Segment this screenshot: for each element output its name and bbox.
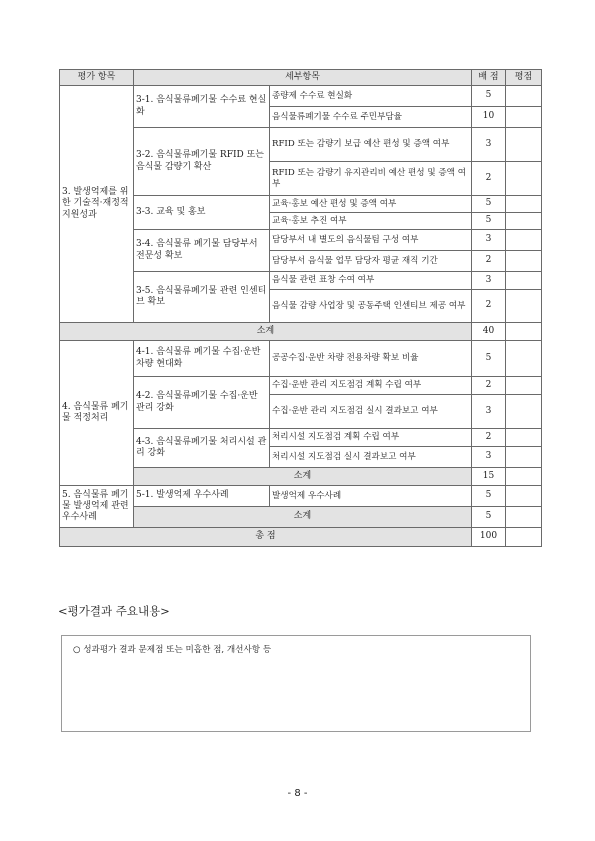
detail-3-5-2: 음식물 감량 사업장 및 공동주택 인센티브 제공 여부 (270, 290, 472, 323)
score-cell[interactable] (506, 486, 542, 507)
subitem-3-5: 3-5. 음식물류폐기물 관련 인센티브 확보 (134, 272, 270, 323)
subitem-3-4: 3-4. 음식물류 폐기물 담당부서 전문성 확보 (134, 230, 270, 272)
score-cell[interactable] (506, 230, 542, 251)
score-cell[interactable] (506, 107, 542, 128)
section-title: <평가결과 주요내용> (58, 604, 170, 618)
page-number: - 8 - (287, 788, 308, 799)
score-cell[interactable] (506, 429, 542, 447)
subtotal-4-label: 소계 (134, 468, 472, 486)
score-cell[interactable] (506, 290, 542, 323)
evaluation-table (59, 69, 542, 547)
score-cell[interactable] (506, 528, 542, 547)
category-3-label: 3. 발생억제를 위한 기술적·재정적 지원성과 (60, 86, 134, 323)
subtotal-3-points: 40 (472, 323, 506, 341)
detail-5-1-1: 발생억제 우수사례 (270, 486, 472, 507)
points-4-3-2: 3 (472, 447, 506, 468)
header-score: 평점 (506, 70, 542, 86)
points-3-5-1: 3 (472, 272, 506, 290)
subitem-3-2: 3-2. 음식물류폐기물 RFID 또는 음식물 감량기 확산 (134, 128, 270, 196)
header-detail: 세부항목 (134, 70, 472, 86)
points-3-2-1: 3 (472, 128, 506, 162)
circle-bullet-icon: ○ (73, 645, 81, 655)
points-3-3-1: 5 (472, 196, 506, 213)
points-3-1-2: 10 (472, 107, 506, 128)
detail-3-1-2: 음식물류폐기물 수수료 주민부담율 (270, 107, 472, 128)
points-4-3-1: 2 (472, 429, 506, 447)
result-box[interactable] (61, 635, 531, 732)
score-cell[interactable] (506, 395, 542, 429)
subitem-3-1: 3-1. 음식물류폐기물 수수료 현실화 (134, 86, 270, 128)
subtotal-3-label: 소계 (60, 323, 472, 341)
score-cell[interactable] (506, 507, 542, 528)
header-category: 평가 항목 (60, 70, 134, 86)
score-cell[interactable] (506, 162, 542, 196)
points-3-4-2: 2 (472, 251, 506, 272)
total-points: 100 (472, 528, 506, 547)
result-box-text (73, 643, 530, 655)
detail-3-4-1: 담당부서 내 별도의 음식물팀 구성 여부 (270, 230, 472, 251)
detail-3-2-1: RFID 또는 감량기 보급 예산 편성 및 증액 여부 (270, 128, 472, 162)
subitem-4-3: 4-3. 음식물류폐기물 처리시설 관리 강화 (134, 429, 270, 468)
points-3-2-2: 2 (472, 162, 506, 196)
score-cell[interactable] (506, 86, 542, 107)
detail-3-3-2: 교육·홍보 추진 여부 (270, 213, 472, 230)
detail-4-2-2: 수집·운반 관리 지도점검 실시 결과보고 여부 (270, 395, 472, 429)
header-points: 배 점 (472, 70, 506, 86)
detail-3-4-2: 담당부서 음식물 업무 담당자 평균 재직 기간 (270, 251, 472, 272)
points-5-1-1: 5 (472, 486, 506, 507)
subtotal-5-points: 5 (472, 507, 506, 528)
points-4-1-1: 5 (472, 341, 506, 377)
points-3-5-2: 2 (472, 290, 506, 323)
subtotal-4-points: 15 (472, 468, 506, 486)
result-box-label: 성과평가 결과 문제점 또는 미흡한 점, 개선사항 등 (83, 645, 272, 655)
total-label: 총 점 (60, 528, 472, 547)
score-cell[interactable] (506, 251, 542, 272)
subitem-4-2: 4-2. 음식물류폐기물 수집·운반 관리 강화 (134, 377, 270, 429)
category-5-label: 5. 음식물류 폐기물 발생억제 관련 우수사례 (60, 486, 134, 528)
score-cell[interactable] (506, 377, 542, 395)
detail-4-3-1: 처리시설 지도점검 계획 수립 여부 (270, 429, 472, 447)
points-3-1-1: 5 (472, 86, 506, 107)
score-cell[interactable] (506, 196, 542, 213)
score-cell[interactable] (506, 272, 542, 290)
score-cell[interactable] (506, 323, 542, 341)
score-cell[interactable] (506, 447, 542, 468)
subitem-4-1: 4-1. 음식물류 폐기물 수집·운반차량 현대화 (134, 341, 270, 377)
points-3-4-1: 3 (472, 230, 506, 251)
score-cell[interactable] (506, 213, 542, 230)
detail-3-1-1: 종량제 수수료 현실화 (270, 86, 472, 107)
score-cell[interactable] (506, 128, 542, 162)
detail-3-2-2: RFID 또는 감량기 유지관리비 예산 편성 및 증액 여부 (270, 162, 472, 196)
subitem-5-1: 5-1. 발생억제 우수사례 (134, 486, 270, 507)
subitem-3-3: 3-3. 교육 및 홍보 (134, 196, 270, 230)
category-4-label: 4. 음식물류 폐기물 적정처리 (60, 341, 134, 486)
points-4-2-2: 3 (472, 395, 506, 429)
detail-4-1-1: 공공수집·운반 차량 전용차량 확보 비율 (270, 341, 472, 377)
detail-3-3-1: 교육·홍보 예산 편성 및 증액 여부 (270, 196, 472, 213)
points-4-2-1: 2 (472, 377, 506, 395)
subtotal-5-label: 소계 (134, 507, 472, 528)
score-cell[interactable] (506, 341, 542, 377)
detail-4-2-1: 수집·운반 관리 지도점검 계획 수립 여부 (270, 377, 472, 395)
score-cell[interactable] (506, 468, 542, 486)
detail-3-5-1: 음식물 관련 표창 수여 여부 (270, 272, 472, 290)
detail-4-3-2: 처리시설 지도점검 실시 결과보고 여부 (270, 447, 472, 468)
points-3-3-2: 5 (472, 213, 506, 230)
